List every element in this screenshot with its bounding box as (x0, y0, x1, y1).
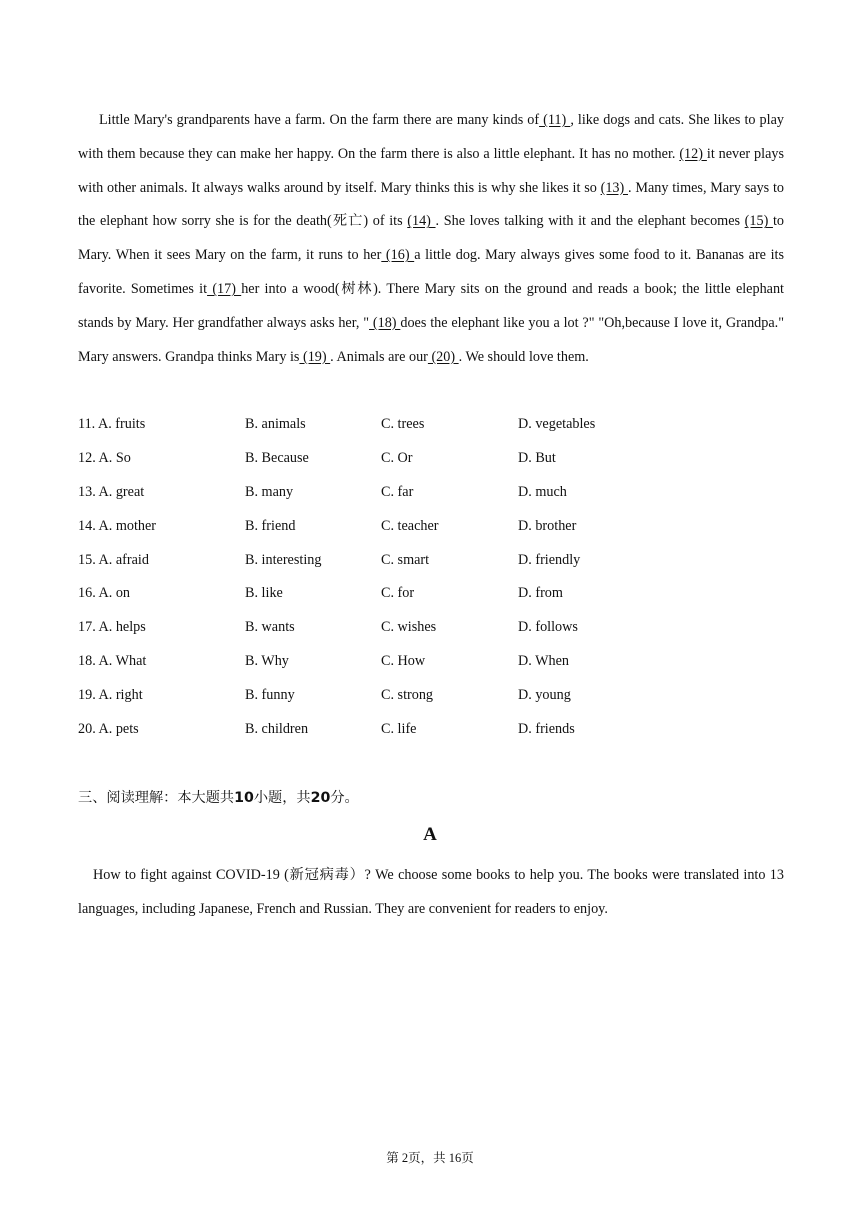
option-c: C. teacher (381, 517, 439, 534)
option-a: 12. A. So (78, 450, 131, 467)
option-a: 17. A. helps (78, 619, 146, 636)
option-b: B. children (245, 720, 309, 737)
passage-text: . Many times, Mary says to the elephant how sorry she is for the death(死亡) of its (78, 179, 784, 230)
blank-15: (15) (744, 213, 773, 230)
cloze-passage (78, 104, 784, 374)
option-b: B. animals (245, 416, 306, 433)
passage-text: her into a wood(树林). There Mary sits on the ground and reads a book; the little elephant stands by Mary. Her grandfather always asks her, " (78, 280, 784, 331)
option-d: D. from (518, 585, 563, 602)
option-b: B. funny (245, 686, 295, 703)
reading-passage-a (78, 859, 784, 927)
option-row (78, 476, 784, 510)
blank-14: (14) (407, 213, 436, 230)
blank-19: (19) (299, 348, 331, 365)
option-row (78, 509, 784, 543)
option-a: 13. A. great (78, 483, 145, 500)
passage-text: . She loves talking with it and the elephant becomes (435, 213, 745, 230)
passage-label: A (423, 824, 437, 845)
option-d: D. follows (518, 619, 578, 636)
option-b: B. Why (245, 652, 289, 669)
passage-text: to Mary. When it sees Mary on the farm, it runs to her (78, 213, 784, 264)
option-row (78, 408, 784, 442)
option-c: C. trees (381, 416, 425, 433)
option-a: 15. A. afraid (78, 551, 149, 568)
option-c: C. Or (381, 450, 413, 467)
option-b: B. many (245, 483, 294, 500)
option-d: D. friends (518, 720, 575, 737)
option-d: D. When (518, 652, 569, 669)
option-c: C. wishes (381, 619, 437, 636)
option-row (78, 712, 784, 746)
blank-12: (12) (679, 145, 707, 162)
option-d: D. But (518, 450, 556, 467)
blank-18: (18) (369, 314, 401, 331)
passage-text: Little Mary's grandparents have a farm. On the farm there are many kinds of (99, 112, 540, 128)
option-a: 14. A. mother (78, 517, 157, 534)
passage-text: it never plays with other animals. It always walks around by itself. Mary thinks this is why she likes it so (78, 145, 785, 196)
option-row (78, 442, 784, 476)
option-a: 16. A. on (78, 585, 131, 602)
option-b: B. Because (245, 450, 309, 467)
option-b: B. like (245, 585, 283, 602)
passage-text: . We should love them. (458, 348, 589, 365)
option-a: 20. A. pets (78, 720, 139, 737)
blank-11: (11) (539, 112, 571, 128)
option-a: 19. A. right (78, 686, 143, 703)
question-count: 10 (234, 790, 254, 806)
total-score: 20 (310, 790, 331, 806)
option-c: C. life (381, 720, 417, 737)
option-d: D. much (518, 483, 567, 500)
option-d: D. young (518, 686, 571, 703)
blank-20: (20) (427, 348, 459, 365)
option-c: C. for (381, 585, 415, 602)
passage-text: How to fight against COVID-19 (新冠病毒）? We choose some books to help you. The books were translated into 13 languages, including Japanese, French and Russian. They are convenient for readers to enjoy. (78, 867, 784, 917)
passage-text: a little dog. Mary always gives some food to it. Bananas are its favorite. Sometimes it (78, 247, 784, 297)
passage-text: , like dogs and cats. She likes to play with them because they can make her happy. On the farm there is also a little elephant. It has no mother. (78, 112, 784, 162)
blank-17: (17) (207, 280, 242, 297)
blank-16: (16) (381, 247, 415, 264)
option-a: 18. A. What (78, 652, 147, 669)
option-row (78, 678, 784, 712)
section-heading-text: 三、阅读理解：本大题共 (78, 790, 235, 806)
option-c: C. How (381, 652, 426, 669)
option-a: 11. A. fruits (78, 416, 146, 433)
section-heading (78, 787, 359, 807)
section-heading-text: 分。 (330, 790, 359, 806)
answer-options (78, 408, 784, 746)
passage-text: . Animals are our (330, 348, 428, 365)
option-d: D. vegetables (518, 416, 596, 433)
option-c: C. strong (381, 686, 434, 703)
option-b: B. interesting (245, 551, 322, 568)
section-heading-text: 小题，共 (253, 790, 311, 806)
option-c: C. far (381, 483, 414, 500)
page-number: 第 2页，共 16页 (386, 1151, 474, 1165)
option-d: D. brother (518, 517, 577, 534)
option-row (78, 645, 784, 679)
option-d: D. friendly (518, 551, 581, 568)
passage-text: does the elephant like you a lot ?" "Oh,because I love it, Grandpa." Mary answers. Grandpa thinks Mary is (78, 314, 785, 365)
blank-13: (13) (600, 179, 629, 196)
option-row (78, 543, 784, 577)
option-c: C. smart (381, 551, 430, 568)
option-row (78, 611, 784, 645)
option-b: B. wants (245, 619, 295, 636)
option-b: B. friend (245, 517, 296, 534)
option-row (78, 577, 784, 611)
